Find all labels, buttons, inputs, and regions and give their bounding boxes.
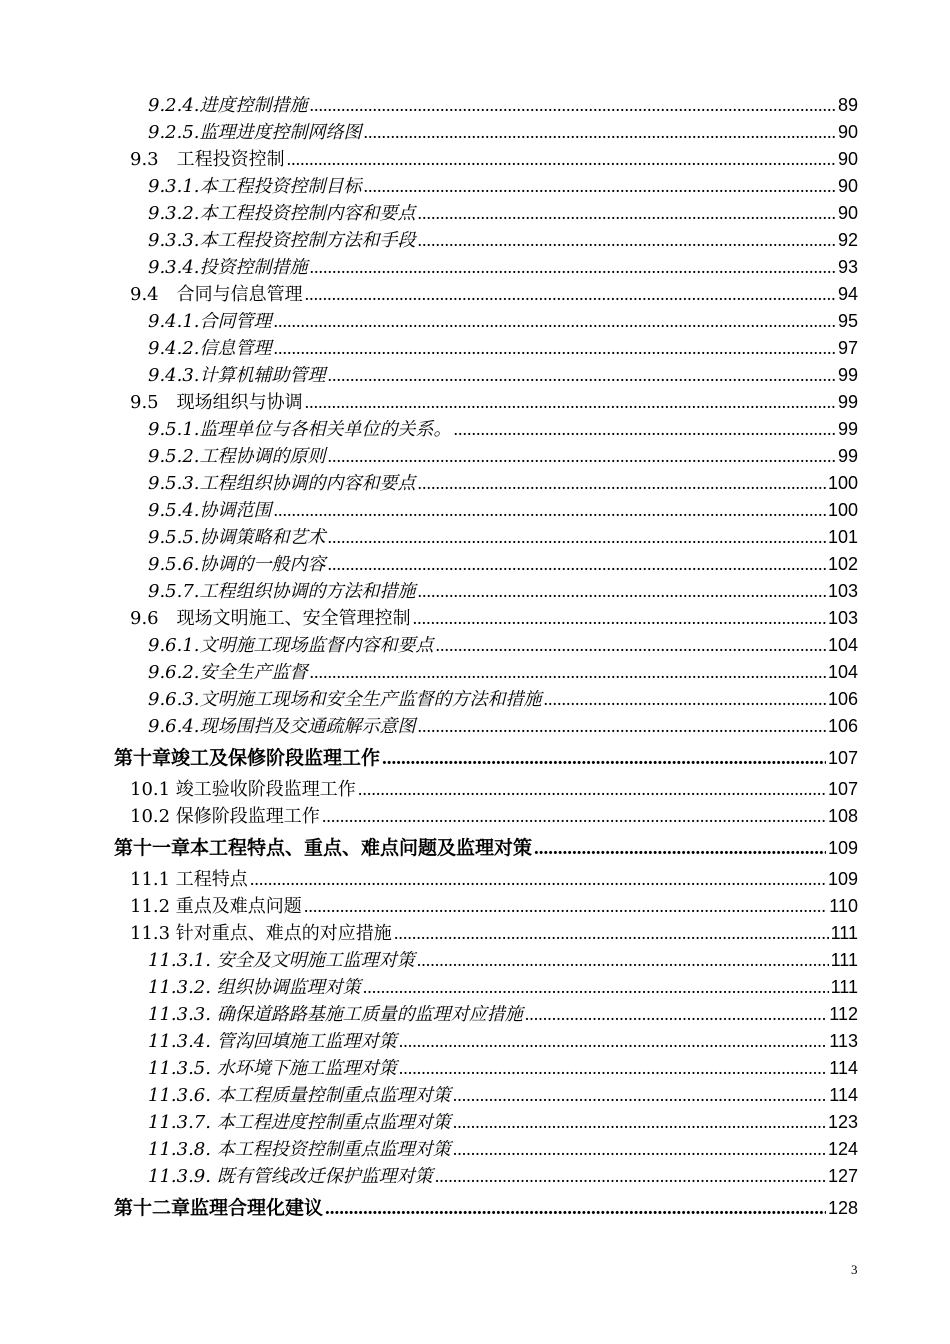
dot-leader <box>274 335 836 362</box>
toc-entry-title: 9.5.7.工程组织协调的方法和措施 <box>148 581 416 602</box>
dot-leader <box>399 1055 828 1082</box>
toc-entry-title: 9.5.1.监理单位与各相关单位的关系。 <box>148 419 452 440</box>
toc-entry-title: 11.1 工程特点 <box>130 869 248 890</box>
toc-chapter-entry[interactable] <box>0 830 950 866</box>
toc-chapter-entry[interactable] <box>0 1190 950 1226</box>
dot-leader <box>417 947 829 974</box>
dot-leader <box>454 416 836 443</box>
dot-leader <box>418 200 836 227</box>
dot-leader <box>325 1191 826 1227</box>
toc-entry-title: 10.1 竣工验收阶段监理工作 <box>130 779 356 800</box>
toc-entry-title: 9.6.3.文明施工现场和安全生产监督的方法和措施 <box>148 689 542 710</box>
toc-section-entry[interactable] <box>0 146 950 173</box>
toc-entry-title: 9.5.6.协调的一般内容 <box>148 554 326 575</box>
toc-section-entry[interactable] <box>0 920 950 947</box>
toc-entry-title: 9.5 现场组织与协调 <box>130 392 303 413</box>
toc-entry-title: 11.3 针对重点、难点的对应措施 <box>130 923 392 944</box>
toc-entry-title: 11.3.1. 安全及文明施工监理对策 <box>148 950 415 971</box>
toc-subsection-entry[interactable] <box>0 524 950 551</box>
toc-subsection-entry[interactable] <box>0 335 950 362</box>
toc-subsection-entry[interactable] <box>0 578 950 605</box>
toc-entry-page: 111 <box>830 950 858 970</box>
toc-entry-page: 123 <box>827 1112 858 1132</box>
toc-subsection-entry[interactable] <box>0 119 950 146</box>
toc-entry-title: 9.5.2.工程协调的原则 <box>148 446 326 467</box>
toc-entry-page: 106 <box>827 689 858 709</box>
toc-entry-page: 93 <box>837 257 858 277</box>
toc-subsection-entry[interactable] <box>0 362 950 389</box>
toc-section-entry[interactable] <box>0 803 950 830</box>
toc-entry-title: 11.2 重点及难点问题 <box>130 896 302 917</box>
toc-subsection-entry[interactable] <box>0 947 950 974</box>
toc-entry-title: 11.3.9. 既有管线改迁保护监理对策 <box>148 1166 433 1187</box>
toc-entry-page: 113 <box>829 1031 858 1051</box>
toc-subsection-entry[interactable] <box>0 200 950 227</box>
toc-entry-page: 104 <box>827 662 858 682</box>
dot-leader <box>436 632 826 659</box>
toc-section-entry[interactable] <box>0 893 950 920</box>
dot-leader <box>328 443 836 470</box>
toc-entry-title: 9.4.2.信息管理 <box>148 338 272 359</box>
toc-subsection-entry[interactable] <box>0 497 950 524</box>
toc-subsection-entry[interactable] <box>0 1163 950 1190</box>
toc-subsection-entry[interactable] <box>0 713 950 740</box>
dot-leader <box>310 254 836 281</box>
dot-leader <box>394 920 829 947</box>
dot-leader <box>418 470 826 497</box>
toc-entry-page: 94 <box>837 284 858 304</box>
toc-entry-page: 99 <box>837 392 858 412</box>
toc-entry-title: 11.3.6. 本工程质量控制重点监理对策 <box>148 1085 451 1106</box>
toc-entry-page: 95 <box>837 311 858 331</box>
toc-entry-page: 111 <box>830 923 858 943</box>
toc-entry-title: 11.3.7. 本工程进度控制重点监理对策 <box>148 1112 451 1133</box>
toc-entry-title: 9.2.4.进度控制措施 <box>148 95 308 116</box>
dot-leader <box>310 92 836 119</box>
toc-entry-title: 9.6.4.现场围挡及交通疏解示意图 <box>148 716 416 737</box>
toc-entry-page: 100 <box>827 500 858 520</box>
toc-entry-title: 9.3.3.本工程投资控制方法和手段 <box>148 230 416 251</box>
toc-entry-title: 9.2.5.监理进度控制网络图 <box>148 122 362 143</box>
dot-leader <box>250 866 826 893</box>
toc-entry-title: 11.3.2. 组织协调监理对策 <box>148 977 361 998</box>
toc-subsection-entry[interactable] <box>0 1109 950 1136</box>
toc-entry-page: 107 <box>827 779 858 799</box>
toc-subsection-entry[interactable] <box>0 1001 950 1028</box>
dot-leader <box>305 281 836 308</box>
table-of-contents <box>0 92 950 1226</box>
dot-leader <box>453 1136 826 1163</box>
toc-entry-page: 101 <box>827 527 858 547</box>
toc-section-entry[interactable] <box>0 866 950 893</box>
toc-entry-title: 9.6.1.文明施工现场监督内容和要点 <box>148 635 434 656</box>
toc-entry-page: 90 <box>837 203 858 223</box>
toc-entry-page: 103 <box>827 608 858 628</box>
toc-subsection-entry[interactable] <box>0 974 950 1001</box>
toc-entry-page: 90 <box>837 149 858 169</box>
dot-leader <box>413 605 826 632</box>
toc-entry-title: 第十一章本工程特点、重点、难点问题及监理对策 <box>114 837 533 859</box>
dot-leader <box>358 776 826 803</box>
toc-entry-title: 9.6 现场文明施工、安全管理控制 <box>130 608 411 629</box>
dot-leader <box>364 173 836 200</box>
dot-leader <box>382 741 826 777</box>
toc-subsection-entry[interactable] <box>0 686 950 713</box>
dot-leader <box>328 362 836 389</box>
toc-subsection-entry[interactable] <box>0 443 950 470</box>
dot-leader <box>534 831 826 867</box>
toc-subsection-entry[interactable] <box>0 659 950 686</box>
dot-leader <box>418 713 826 740</box>
toc-entry-page: 90 <box>837 122 858 142</box>
toc-entry-page: 114 <box>829 1085 858 1105</box>
toc-subsection-entry[interactable] <box>0 632 950 659</box>
toc-subsection-entry[interactable] <box>0 1136 950 1163</box>
toc-subsection-entry[interactable] <box>0 1055 950 1082</box>
toc-entry-page: 109 <box>827 838 858 858</box>
dot-leader <box>418 578 826 605</box>
toc-entry-page: 99 <box>837 419 858 439</box>
toc-entry-title: 9.5.3.工程组织协调的内容和要点 <box>148 473 416 494</box>
toc-section-entry[interactable] <box>0 281 950 308</box>
dot-leader <box>328 524 826 551</box>
toc-subsection-entry[interactable] <box>0 551 950 578</box>
dot-leader <box>274 497 826 524</box>
toc-entry-title: 9.5.5.协调策略和艺术 <box>148 527 326 548</box>
toc-entry-title: 第十二章监理合理化建议 <box>114 1197 324 1219</box>
dot-leader <box>310 659 826 686</box>
toc-subsection-entry[interactable] <box>0 173 950 200</box>
toc-entry-page: 92 <box>837 230 858 250</box>
toc-subsection-entry[interactable] <box>0 254 950 281</box>
dot-leader <box>328 551 826 578</box>
toc-entry-page: 124 <box>827 1139 858 1159</box>
toc-entry-title: 9.3 工程投资控制 <box>130 149 285 170</box>
toc-entry-page: 110 <box>829 896 858 916</box>
toc-subsection-entry[interactable] <box>0 227 950 254</box>
toc-entry-page: 114 <box>829 1058 858 1078</box>
toc-section-entry[interactable] <box>0 389 950 416</box>
toc-entry-page: 102 <box>827 554 858 574</box>
toc-entry-page: 99 <box>837 446 858 466</box>
toc-entry-title: 11.3.3. 确保道路路基施工质量的监理对应措施 <box>148 1004 523 1025</box>
toc-entry-title: 9.3.2.本工程投资控制内容和要点 <box>148 203 416 224</box>
toc-entry-title: 9.3.4.投资控制措施 <box>148 257 308 278</box>
toc-entry-page: 89 <box>837 95 858 115</box>
dot-leader <box>453 1109 826 1136</box>
toc-entry-title: 9.4 合同与信息管理 <box>130 284 303 305</box>
toc-subsection-entry[interactable] <box>0 1028 950 1055</box>
toc-section-entry[interactable] <box>0 776 950 803</box>
toc-subsection-entry[interactable] <box>0 416 950 443</box>
toc-entry-page: 127 <box>827 1166 858 1186</box>
toc-entry-page: 108 <box>827 806 858 826</box>
toc-subsection-entry[interactable] <box>0 470 950 497</box>
toc-entry-page: 109 <box>827 869 858 889</box>
toc-entry-page: 104 <box>827 635 858 655</box>
page-number: 3 <box>851 1262 858 1277</box>
toc-subsection-entry[interactable] <box>0 92 950 119</box>
dot-leader <box>525 1001 828 1028</box>
dot-leader <box>399 1028 828 1055</box>
toc-entry-title: 9.4.1.合同管理 <box>148 311 272 332</box>
toc-entry-page: 112 <box>829 1004 858 1024</box>
toc-entry-page: 100 <box>827 473 858 493</box>
toc-entry-page: 107 <box>827 748 858 768</box>
dot-leader <box>363 974 829 1001</box>
toc-entry-title: 11.3.8. 本工程投资控制重点监理对策 <box>148 1139 451 1160</box>
toc-entry-title: 10.2 保修阶段监理工作 <box>130 806 320 827</box>
dot-leader <box>304 893 827 920</box>
toc-entry-title: 9.6.2.安全生产监督 <box>148 662 308 683</box>
toc-entry-page: 128 <box>827 1198 858 1218</box>
toc-subsection-entry[interactable] <box>0 1082 950 1109</box>
toc-entry-title: 11.3.5. 水环境下施工监理对策 <box>148 1058 397 1079</box>
toc-entry-title: 9.5.4.协调范围 <box>148 500 272 521</box>
dot-leader <box>274 308 836 335</box>
dot-leader <box>287 146 836 173</box>
dot-leader <box>453 1082 828 1109</box>
toc-entry-title: 9.4.3.计算机辅助管理 <box>148 365 326 386</box>
dot-leader <box>305 389 836 416</box>
toc-entry-title: 第十章竣工及保修阶段监理工作 <box>114 747 381 769</box>
dot-leader <box>322 803 826 830</box>
toc-entry-page: 90 <box>837 176 858 196</box>
dot-leader <box>435 1163 826 1190</box>
dot-leader <box>364 119 836 146</box>
toc-entry-page: 106 <box>827 716 858 736</box>
toc-section-entry[interactable] <box>0 605 950 632</box>
toc-entry-page: 97 <box>837 338 858 358</box>
toc-subsection-entry[interactable] <box>0 308 950 335</box>
toc-entry-page: 103 <box>827 581 858 601</box>
toc-entry-page: 111 <box>830 977 858 997</box>
toc-chapter-entry[interactable] <box>0 740 950 776</box>
dot-leader <box>544 686 826 713</box>
dot-leader <box>418 227 836 254</box>
toc-entry-title: 11.3.4. 管沟回填施工监理对策 <box>148 1031 397 1052</box>
toc-entry-title: 9.3.1.本工程投资控制目标 <box>148 176 362 197</box>
toc-entry-page: 99 <box>837 365 858 385</box>
